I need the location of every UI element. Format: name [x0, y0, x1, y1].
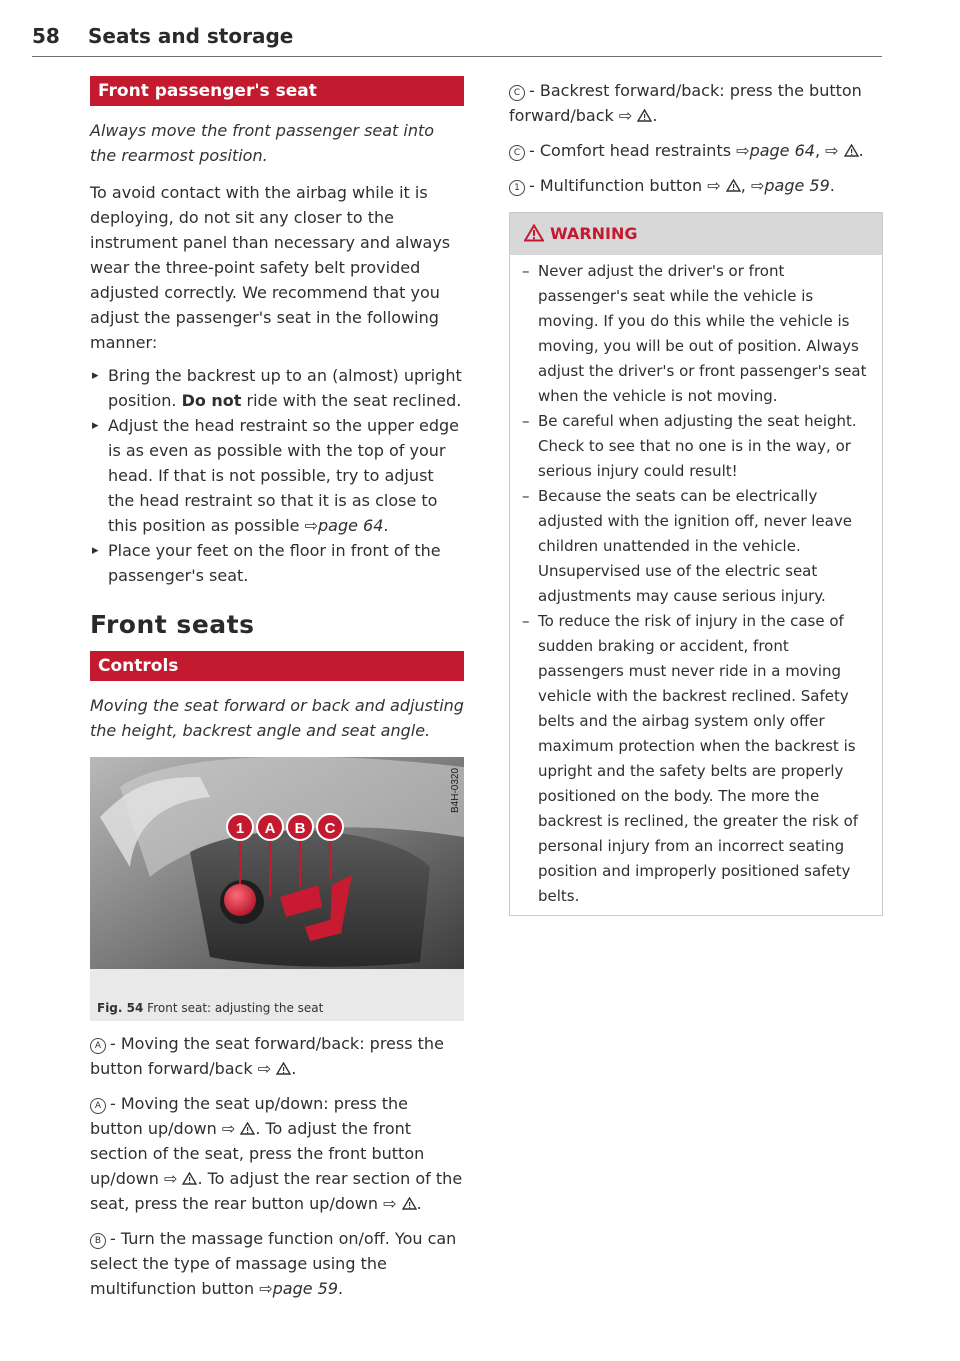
- left-column: [90, 76, 464, 1301]
- item-c-head-restraints: C - Comfort head restraints ⇨page 64, ⇨ .: [509, 138, 883, 163]
- passenger-intro: Always move the front passenger seat into the rearmost position.: [90, 121, 435, 165]
- step-item: ▸ Bring the backrest up to an (almost) upright position. Do not ride with the seat reclined.: [90, 363, 464, 413]
- marker-c: C: [509, 85, 525, 101]
- warning-header: [510, 213, 882, 255]
- arrow-ref-icon: ⇨: [750, 176, 765, 195]
- warning-box: [509, 212, 883, 916]
- warning-item: – Never adjust the driver's or front passenger's seat while the vehicle is moving. If you do this while the vehicle is moving, you will be out of position. Always adjust the driver's or front passenger's seat when the vehicle is not moving.: [522, 259, 870, 409]
- warning-title: WARNING: [550, 224, 638, 243]
- marker-a: A: [90, 1098, 106, 1114]
- arrow-ref-icon: ⇨: [825, 141, 839, 160]
- callout-b: B: [294, 820, 306, 837]
- warning-triangle-icon: [844, 144, 859, 157]
- warning-item: – Be careful when adjusting the seat height. Check to see that no one is in the way, or serious injury could result!: [522, 409, 870, 484]
- arrow-ref-icon: ⇨: [259, 1279, 273, 1298]
- step-item: ▸ Adjust the head restraint so the upper edge is as even as possible with the top of your head. If that is not possible, try to adjust the head restraint so that it is as close to this position as possible ⇨page 64.: [90, 413, 464, 538]
- arrow-ref-icon: ⇨: [221, 1119, 236, 1138]
- section-title: Seats and storage: [88, 24, 294, 48]
- arrow-ref-icon: ⇨: [707, 176, 721, 195]
- warning-item: – Because the seats can be electrically adjusted with the ignition off, never leave children unattended in the vehicle. Unsupervised use of the electric seat adjustments may cause serious injury.: [522, 484, 870, 609]
- warning-item: – To reduce the risk of injury in the case of sudden braking or accident, front passengers must never ride in a moving vehicle with the backrest reclined. Safety belts and the airbag system only offer maximum protection when the backrest is upright and the safety belts are properly positioned on the body. The more the backrest is reclined, the greater the risk of personal injury from an incorrect seating position and improperly positioned safety belts.: [522, 609, 870, 909]
- warning-triangle-icon: [182, 1172, 197, 1185]
- passenger-body: To avoid contact with the airbag while it is deploying, do not sit any closer to the instrument panel than necessary and always wear the three-point safety belt provided adjusted correctly. We recommend that you adjust the passenger's seat in the following manner:: [90, 183, 451, 352]
- warning-triangle-icon: [637, 109, 652, 122]
- controls-intro: Moving the seat forward or back and adjusting the height, backrest angle and seat angle.: [90, 696, 464, 740]
- marker-c: C: [509, 145, 525, 161]
- arrow-ref-icon: ⇨: [383, 1194, 397, 1213]
- callout-1: 1: [235, 820, 245, 837]
- item-1-multifunction: 1 - Multifunction button ⇨ , ⇨page 59.: [509, 173, 883, 198]
- marker-1: 1: [509, 180, 525, 196]
- callout-a: A: [264, 820, 276, 837]
- passenger-seat-heading: Front passenger's seat: [90, 76, 464, 106]
- warning-triangle-icon: [402, 1197, 417, 1210]
- warning-triangle-icon: [726, 179, 741, 192]
- controls-heading: Controls: [90, 651, 464, 681]
- front-seats-title: Front seats: [90, 610, 255, 639]
- callout-c: C: [324, 820, 336, 837]
- figure-54: [90, 757, 464, 1021]
- arrow-ref-icon: ⇨: [163, 1169, 178, 1188]
- item-c-backrest: C - Backrest forward/back: press the button forward/back ⇨ .: [509, 81, 862, 125]
- item-a-up-down: A - Moving the seat up/down: press the button up/down ⇨ . To adjust the front section of the seat, press the front button up/down ⇨ . To adjust the rear section of the seat, press the rear button up/down ⇨ .: [90, 1094, 463, 1213]
- page-link[interactable]: page 64: [317, 516, 384, 535]
- figure-code: B4H-0320: [450, 767, 461, 813]
- page-header: [32, 22, 882, 57]
- step-item: ▸ Place your feet on the floor in front of the passenger's seat.: [90, 538, 464, 588]
- item-b-massage: B - Turn the massage function on/off. You can select the type of massage using the multifunction button ⇨page 59.: [90, 1229, 457, 1298]
- arrow-ref-icon: ⇨: [304, 516, 318, 535]
- page-link[interactable]: page 59: [272, 1279, 339, 1298]
- item-a-forward-back: A - Moving the seat forward/back: press the button forward/back ⇨ .: [90, 1034, 444, 1078]
- arrow-ref-icon: ⇨: [618, 106, 633, 125]
- marker-b: B: [90, 1233, 106, 1249]
- marker-a: A: [90, 1038, 106, 1054]
- page-number: 58: [32, 24, 60, 48]
- warning-list: [510, 259, 882, 909]
- figure-caption: Fig. 54 Front seat: adjusting the seat: [97, 1001, 324, 1015]
- right-column: [509, 76, 883, 916]
- page-link[interactable]: page 59: [764, 176, 830, 195]
- seat-controls-illustration: [90, 757, 464, 995]
- passenger-steps: [90, 363, 464, 588]
- page-link[interactable]: page 64: [749, 141, 815, 160]
- arrow-ref-icon: ⇨: [257, 1059, 272, 1078]
- warning-triangle-icon: [240, 1122, 255, 1135]
- warning-triangle-icon: [276, 1062, 291, 1075]
- multifunction-knob: [224, 884, 256, 916]
- arrow-ref-icon: ⇨: [736, 141, 750, 160]
- warning-triangle-icon: [524, 224, 544, 242]
